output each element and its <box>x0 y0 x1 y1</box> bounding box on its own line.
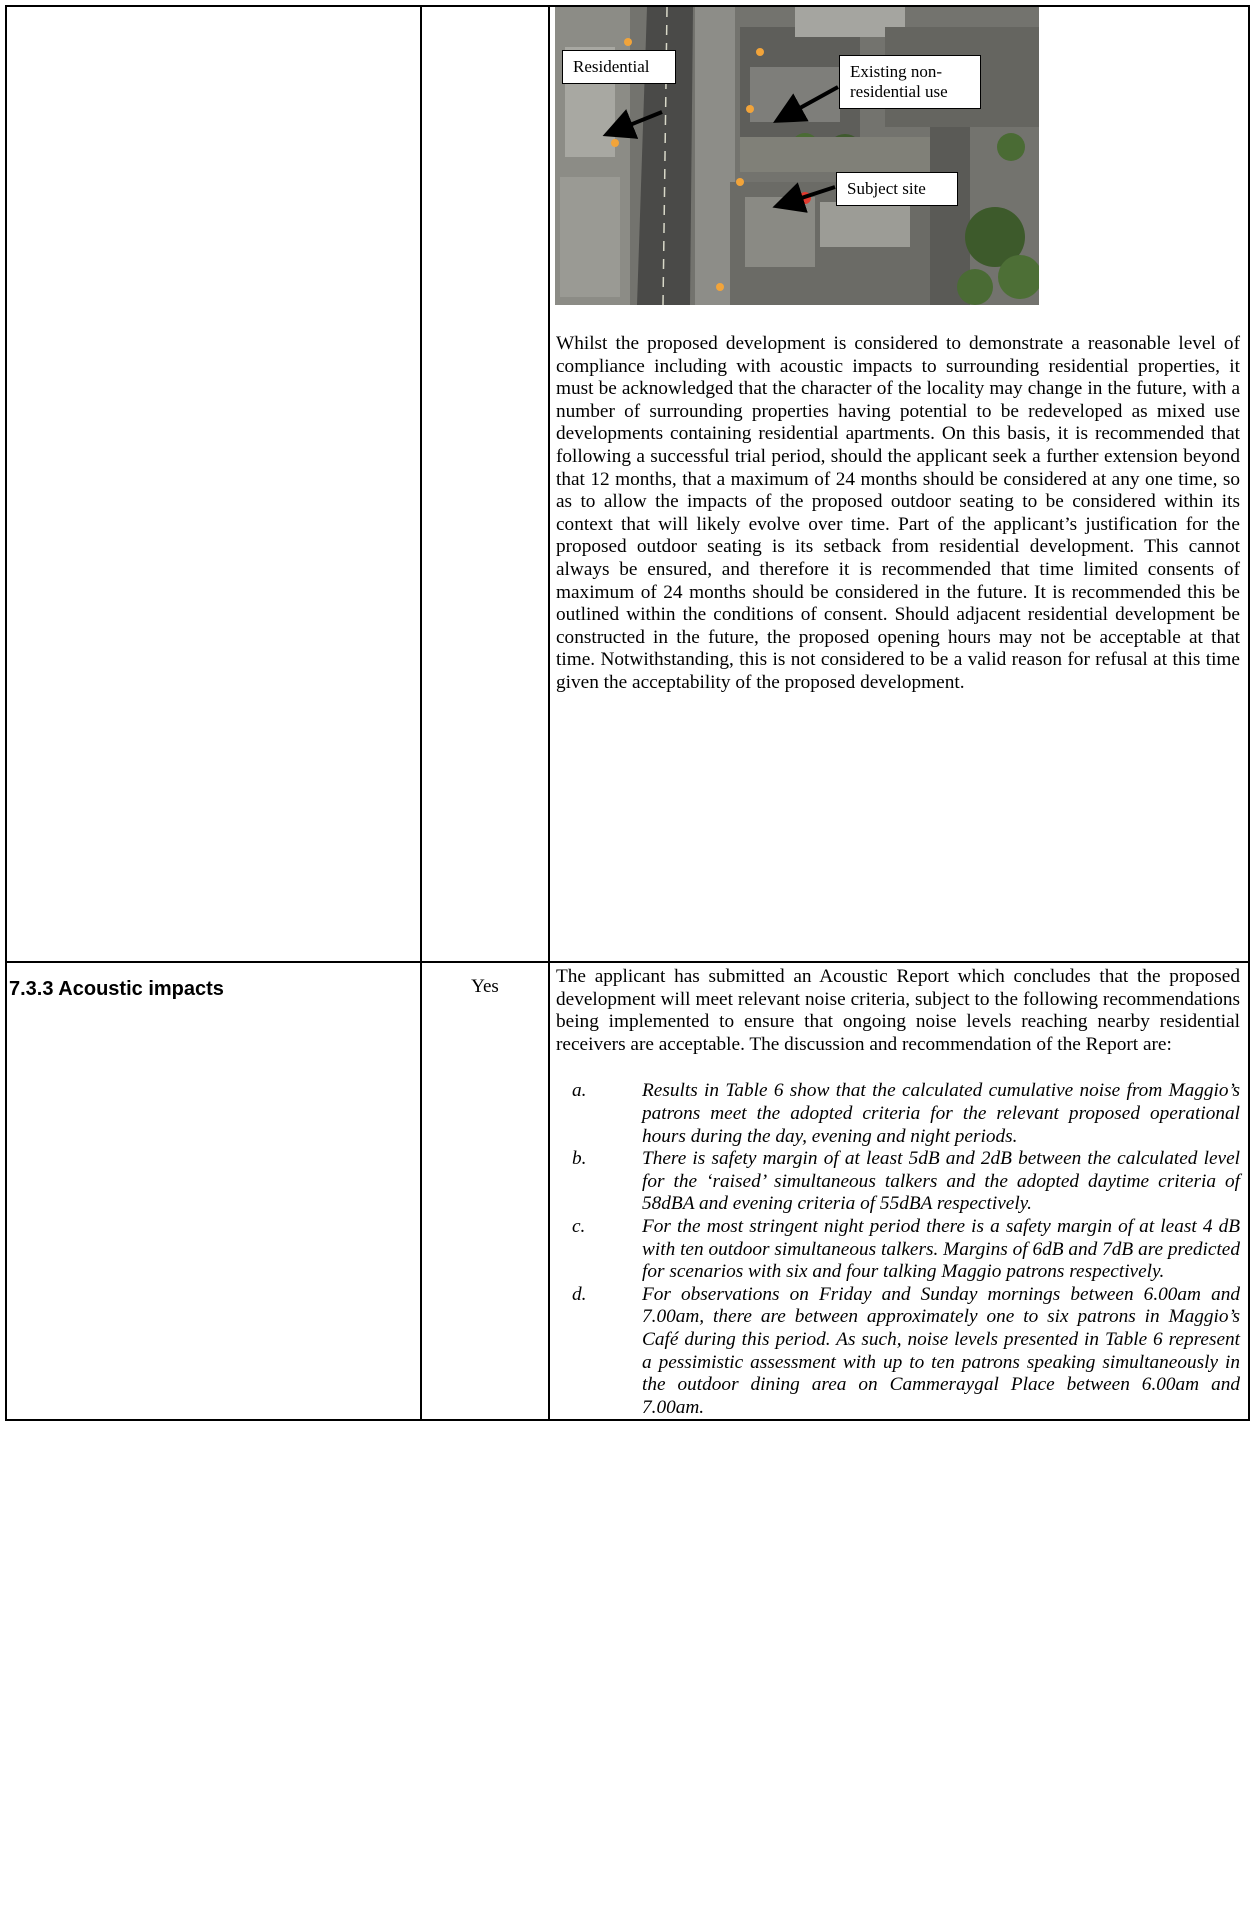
recommendations-list <box>550 1080 1248 1419</box>
criteria-cell <box>6 962 421 1420</box>
criteria-cell-empty <box>6 6 421 962</box>
list-item <box>550 1216 1240 1284</box>
callout-subject-site: Subject site <box>836 172 958 206</box>
paragraph-future-character: Whilst the proposed development is considered to demonstrate a reasonable level of compliance including with acoustic impacts to surrounding residential properties, it must be acknowledged that the character of the locality may change in the future, with a number of surrounding properties having potential to be redeveloped as mixed use developments containing residential apartments. On this basis, it is recommended that following a successful trial period, should the applicant seek a further extension beyond that 12 months, that a maximum of 24 months should be considered at any one time, so as to allow the impacts of the proposed outdoor seating to be considered within its context that will likely evolve over time. Part of the applicant’s justification for the proposed outdoor seating is its setback from residential development. This cannot always be ensured, and therefore it is recommended that time limited consents of maximum of 24 months should be considered in the future. It is recommended this be outlined within the conditions of consent. Should adjacent residential development be constructed in the future, the proposed opening hours may not be acceptable at that time. Notwithstanding, this is not considered to be a valid reason for refusal at this time given the acceptability of the proposed development. <box>556 333 1240 693</box>
paragraph-acoustic-intro: The applicant has submitted an Acoustic Report which concludes that the proposed development will meet relevant noise criteria, subject to the following recommendations being implemented to ensure that ongoing noise levels reaching nearby residential receivers are acceptable. The discussion and recommendation of the Report are: <box>556 966 1240 1055</box>
comments-cell <box>549 962 1249 1420</box>
compliance-value: Yes <box>471 976 499 997</box>
list-item-label: b. <box>572 1148 587 1170</box>
list-item-label: a. <box>572 1080 587 1102</box>
list-item <box>550 1284 1240 1420</box>
callout-residential: Residential <box>562 50 676 84</box>
list-item-text: Results in Table 6 show that the calculated cumulative noise from Maggio’s patrons meet the adopted criteria for the relevant proposed operational hours during the day, evening and night periods. <box>642 1080 1240 1147</box>
list-item-text: For the most stringent night period there is a safety margin of at least 4 dB with ten outdoor simultaneous talkers. Margins of 6dB and 7dB are predicted for scenarios with six and four talking Maggio patrons respectively. <box>642 1215 1240 1283</box>
section-heading: 7.3.3 Acoustic impacts <box>9 978 224 1000</box>
list-item <box>550 1080 1240 1148</box>
list-item-text: There is safety margin of at least 5dB and 2dB between the calculated level for the ‘raised’ simultaneous talkers and the adopted daytime criteria of 58dBA and evening criteria of 55dBA respectively. <box>642 1148 1240 1215</box>
table-row <box>6 962 1249 1420</box>
callout-arrows <box>555 7 1039 305</box>
callout-existing-non-residential: Existing non-residential use <box>839 55 981 109</box>
list-item-label: c. <box>572 1215 586 1237</box>
table-row <box>6 6 1249 962</box>
list-item-label: d. <box>572 1283 587 1305</box>
comments-cell <box>549 6 1249 962</box>
assessment-table <box>5 5 1250 1421</box>
list-item <box>550 1148 1240 1216</box>
compliance-cell-empty <box>421 6 549 962</box>
aerial-map-image <box>555 7 1039 305</box>
list-item-text: For observations on Friday and Sunday mornings between 6.00am and 7.00am, there are between approximately one to six patrons in Maggio’s Café during this period. As such, noise levels presented in Table 6 represent a pessimistic assessment with up to ten patrons speaking simultaneously in the outdoor dining area on Cammeraygal Place between 6.00am and 7.00am. <box>642 1283 1240 1418</box>
compliance-cell <box>421 962 549 1420</box>
